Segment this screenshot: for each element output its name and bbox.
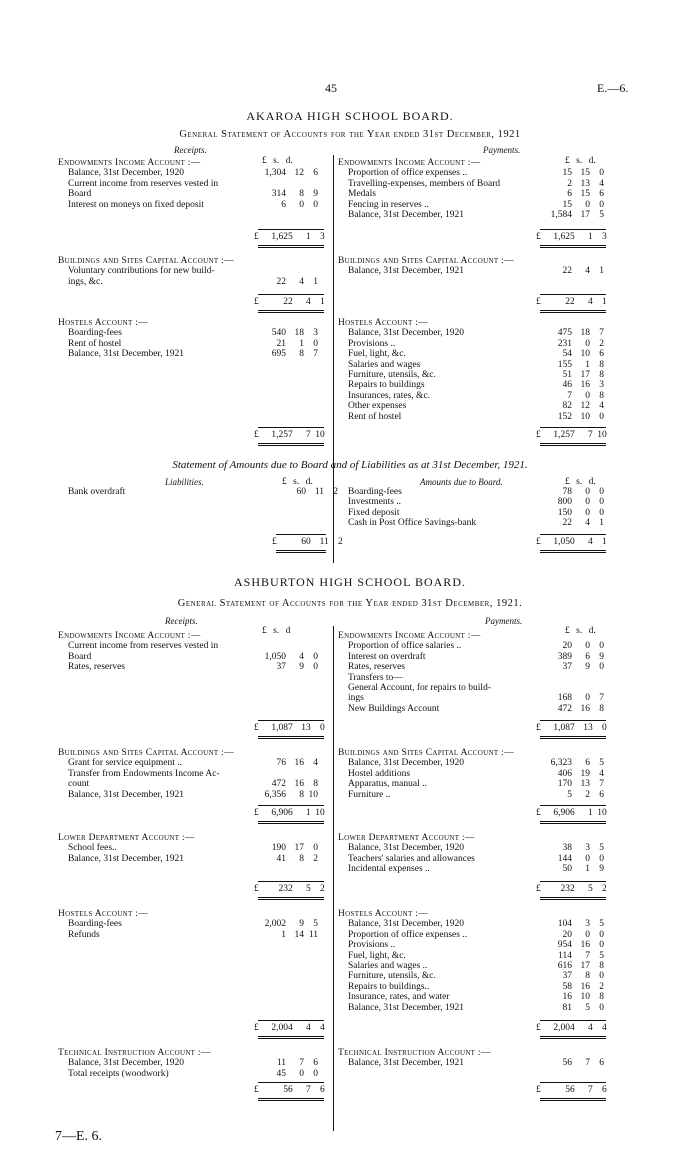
account-row bbox=[338, 487, 402, 498]
account-row bbox=[338, 769, 410, 780]
account-row bbox=[338, 266, 464, 277]
account-label: Technical Instruction Account :— bbox=[338, 1048, 491, 1058]
account-label: Apparatus, manual .. bbox=[348, 779, 427, 790]
account-label: Balance, 31st December, 1920 bbox=[348, 843, 464, 854]
account-amount: 540 18 3 bbox=[271, 328, 318, 339]
rule-line bbox=[276, 534, 326, 535]
account-row bbox=[338, 971, 436, 982]
account-label: Balance, 31st December, 1920 bbox=[348, 328, 464, 339]
double-rule bbox=[258, 1036, 324, 1039]
total-amount: £ 2,004 4 4 bbox=[536, 1023, 607, 1033]
account-amount: 954 16 0 bbox=[557, 940, 604, 951]
account-label: Provisions .. bbox=[348, 338, 396, 349]
rule-line bbox=[540, 720, 606, 721]
account-label: Hostels Account :— bbox=[338, 909, 428, 919]
account-row bbox=[338, 1048, 491, 1059]
account-row bbox=[338, 779, 427, 790]
account-row bbox=[58, 158, 201, 169]
account-row bbox=[58, 200, 204, 211]
account-row bbox=[338, 380, 425, 391]
account-label: Technical Instruction Account :— bbox=[58, 1048, 211, 1058]
account-amount: 45 0 0 bbox=[276, 1068, 318, 1079]
account-row bbox=[338, 982, 429, 993]
account-amount: 81 5 0 bbox=[562, 1002, 604, 1013]
account-row bbox=[338, 370, 436, 381]
page-number: 45 bbox=[325, 81, 337, 95]
account-label: Furniture, utensils, &c. bbox=[348, 370, 436, 380]
account-label: New Buildings Account bbox=[348, 703, 440, 714]
account-row bbox=[338, 360, 420, 371]
total-amount: £ 22 4 1 bbox=[536, 297, 607, 307]
account-label: Balance, 31st December, 1921 bbox=[68, 789, 184, 800]
account-row bbox=[338, 200, 429, 211]
account-amount: 616 17 8 bbox=[557, 961, 604, 971]
account-label: Transfers to— bbox=[348, 672, 403, 683]
rule-line bbox=[540, 229, 606, 230]
account-label: Balance, 31st December, 1921 bbox=[68, 349, 184, 360]
account-label: Buildings and Sites Capital Account :— bbox=[338, 256, 514, 266]
account-amount: 76 16 4 bbox=[276, 758, 318, 769]
account-row bbox=[58, 919, 122, 930]
account-label: Buildings and Sites Capital Account :— bbox=[338, 748, 514, 758]
account-row bbox=[338, 940, 395, 951]
akaroa-divider bbox=[333, 155, 334, 563]
account-row bbox=[338, 790, 390, 801]
account-label: General Account, for repairs to build- bbox=[348, 683, 491, 693]
double-rule bbox=[258, 443, 324, 446]
account-row bbox=[338, 704, 439, 715]
account-row bbox=[58, 328, 122, 339]
total-amount: £ 1,087 13 0 bbox=[536, 723, 607, 733]
double-rule bbox=[540, 245, 606, 248]
account-label: Endowments Income Account :— bbox=[338, 158, 481, 168]
account-label: Balance, 31st December, 1920 bbox=[68, 1058, 184, 1069]
rule-line bbox=[258, 427, 324, 428]
double-rule bbox=[258, 736, 324, 739]
account-label: Balance, 31st December, 1921 bbox=[68, 853, 184, 864]
account-row bbox=[338, 833, 475, 844]
account-row bbox=[338, 349, 406, 360]
account-row bbox=[338, 401, 406, 412]
account-row bbox=[338, 1003, 464, 1014]
account-label: Buildings and Sites Capital Account :— bbox=[58, 748, 234, 758]
account-row bbox=[338, 854, 475, 865]
total-amount: £ 56 7 6 bbox=[536, 1085, 607, 1095]
account-amount: 37 8 0 bbox=[562, 971, 604, 982]
total-amount: £ 1,257 7 10 bbox=[536, 430, 607, 440]
account-label: Interest on overdraft bbox=[348, 651, 426, 662]
account-row bbox=[338, 693, 364, 704]
account-amount: 475 18 7 bbox=[557, 328, 604, 339]
account-row bbox=[58, 1069, 169, 1080]
account-amount: 60 11 2 bbox=[296, 487, 338, 497]
account-amount: 22 4 1 bbox=[562, 266, 604, 277]
account-amount: 50 1 9 bbox=[562, 864, 604, 875]
rule-line bbox=[540, 294, 606, 295]
account-label: Rates, reserves bbox=[348, 662, 405, 673]
rule-line bbox=[258, 720, 324, 721]
double-rule bbox=[540, 550, 606, 553]
account-row bbox=[58, 779, 89, 790]
account-amount: 6,323 6 5 bbox=[550, 758, 604, 769]
account-label: Incidental expenses .. bbox=[348, 864, 430, 875]
account-amount: 22 4 1 bbox=[276, 276, 318, 287]
account-row bbox=[58, 930, 100, 941]
account-row bbox=[58, 266, 215, 277]
account-row bbox=[58, 662, 125, 673]
account-label: Voluntary contributions for new build- bbox=[68, 266, 215, 277]
account-label: Insurance, rates, and water bbox=[348, 992, 450, 1003]
account-amount: 155 1 8 bbox=[557, 359, 604, 370]
page-ref: E.—6. bbox=[597, 81, 629, 95]
account-row bbox=[58, 1058, 184, 1069]
account-label: Provisions .. bbox=[348, 940, 396, 951]
account-row bbox=[58, 758, 182, 769]
total-amount: £ 1,050 4 1 bbox=[536, 537, 607, 547]
account-row bbox=[338, 961, 427, 972]
total-amount: £ 22 4 1 bbox=[254, 297, 325, 307]
total-amount: £ 1,087 13 0 bbox=[254, 723, 325, 733]
account-amount: 170 13 7 bbox=[557, 779, 604, 790]
account-row bbox=[58, 487, 125, 498]
account-amount: 1,304 12 6 bbox=[264, 168, 318, 179]
account-amount: 37 9 0 bbox=[562, 662, 604, 673]
rule-line bbox=[540, 881, 606, 882]
account-amount: 5 2 6 bbox=[567, 789, 604, 800]
account-label: Fuel, light, &c. bbox=[348, 950, 406, 961]
account-amount: 21 1 0 bbox=[276, 338, 318, 349]
account-amount: 20 0 0 bbox=[562, 929, 604, 940]
account-amount: 800 0 0 bbox=[557, 497, 604, 508]
total-amount: £ 56 7 6 bbox=[254, 1085, 325, 1095]
account-label: count bbox=[68, 779, 90, 790]
account-row bbox=[58, 652, 91, 663]
ashburton-title: ASHBURTON HIGH SCHOOL BOARD. bbox=[234, 575, 466, 589]
akaroa-due-money-header: £ s. d. bbox=[565, 477, 596, 487]
account-amount: 472 16 8 bbox=[557, 703, 604, 714]
account-row bbox=[58, 1048, 211, 1059]
account-amount: 11 7 6 bbox=[276, 1058, 318, 1069]
account-row bbox=[338, 641, 461, 652]
double-rule bbox=[258, 245, 324, 248]
account-amount: 22 4 1 bbox=[562, 518, 604, 529]
account-row bbox=[58, 168, 184, 179]
account-label: Current income from reserves vested in bbox=[68, 178, 219, 189]
account-label: Balance, 31st December, 1920 bbox=[348, 919, 464, 930]
account-amount: 168 0 7 bbox=[557, 693, 604, 704]
account-amount: 2,002 9 5 bbox=[264, 919, 318, 930]
account-amount: 51 17 8 bbox=[562, 370, 604, 380]
account-row bbox=[338, 951, 406, 962]
account-label: Investments .. bbox=[348, 497, 402, 508]
account-amount: 152 10 0 bbox=[557, 411, 604, 422]
account-amount: 1,584 17 5 bbox=[550, 210, 604, 220]
account-label: Furniture, utensils, &c. bbox=[348, 971, 436, 982]
account-label: Hostels Account :— bbox=[58, 909, 148, 919]
account-row bbox=[58, 339, 121, 350]
account-row bbox=[338, 909, 428, 920]
account-row bbox=[338, 673, 403, 684]
account-row bbox=[338, 662, 405, 673]
account-amount: 7 0 8 bbox=[567, 390, 604, 401]
account-row bbox=[338, 652, 426, 663]
account-amount: 1 14 11 bbox=[281, 929, 318, 940]
account-row bbox=[58, 349, 184, 360]
account-amount: 56 7 6 bbox=[562, 1058, 604, 1069]
account-amount: 114 7 5 bbox=[558, 950, 604, 961]
account-amount: 104 3 5 bbox=[557, 919, 604, 930]
total-amount: £ 232 5 2 bbox=[536, 884, 607, 894]
account-amount: 406 19 4 bbox=[557, 768, 604, 779]
account-amount: 144 0 0 bbox=[557, 853, 604, 864]
account-amount: 41 8 2 bbox=[276, 853, 318, 864]
ashburton-divider bbox=[333, 626, 334, 1131]
account-label: Interest on moneys on fixed deposit bbox=[68, 199, 204, 210]
account-label: Balance, 31st December, 1920 bbox=[68, 168, 184, 179]
account-label: Fuel, light, &c. bbox=[348, 349, 406, 360]
account-amount: 2 13 4 bbox=[567, 178, 604, 189]
account-row bbox=[338, 168, 467, 179]
account-label: Salaries and wages bbox=[348, 359, 421, 370]
account-row bbox=[338, 497, 401, 508]
double-rule bbox=[540, 821, 606, 824]
account-row bbox=[338, 210, 464, 221]
account-row bbox=[338, 683, 491, 694]
rule-line bbox=[258, 294, 324, 295]
account-label: Rent of hostel bbox=[348, 411, 402, 422]
account-label: Grant for service equipment .. bbox=[68, 758, 182, 769]
account-label: Refunds bbox=[68, 929, 100, 940]
account-label: Repairs to buildings.. bbox=[348, 981, 430, 992]
double-rule bbox=[258, 897, 324, 900]
account-amount: 38 3 5 bbox=[562, 843, 604, 854]
total-amount: £ 6,906 1 10 bbox=[536, 808, 607, 818]
rule-line bbox=[540, 1020, 606, 1021]
account-amount: 15 0 0 bbox=[562, 199, 604, 210]
account-label: Balance, 31st December, 1921 bbox=[348, 1002, 464, 1013]
account-amount: 190 17 0 bbox=[271, 843, 318, 854]
account-label: Fixed deposit bbox=[348, 507, 400, 518]
account-label: Proportion of office expenses .. bbox=[348, 168, 468, 179]
account-label: Transfer from Endowments Income Ac- bbox=[68, 768, 220, 779]
account-label: Bank overdraft bbox=[68, 487, 126, 497]
account-label: Teachers' salaries and allowances bbox=[348, 853, 475, 864]
rule-line bbox=[540, 1082, 606, 1083]
account-label: Salaries and wages .. bbox=[348, 961, 428, 971]
double-rule bbox=[540, 897, 606, 900]
account-amount: 6 0 0 bbox=[281, 199, 318, 210]
account-label: Balance, 31st December, 1921 bbox=[348, 1058, 464, 1069]
account-label: Buildings and Sites Capital Account :— bbox=[58, 256, 234, 266]
akaroa-liab-money-header: £ s. d. bbox=[282, 477, 313, 487]
account-row bbox=[58, 641, 218, 652]
total-amount: £ 1,625 1 3 bbox=[536, 232, 607, 242]
account-amount: 82 12 4 bbox=[562, 401, 604, 412]
account-row bbox=[58, 790, 184, 801]
account-row bbox=[338, 864, 430, 875]
account-amount: 1,050 4 0 bbox=[264, 651, 318, 662]
account-label: Balance, 31st December, 1921 bbox=[348, 266, 464, 277]
account-amount: 16 10 8 bbox=[562, 992, 604, 1003]
rule-line bbox=[258, 1020, 324, 1021]
account-row bbox=[338, 391, 430, 402]
account-amount: 231 0 2 bbox=[557, 338, 604, 349]
account-row bbox=[338, 339, 395, 350]
account-amount: 37 9 0 bbox=[276, 662, 318, 673]
double-rule bbox=[258, 821, 324, 824]
account-label: Travelling-expenses, members of Board bbox=[348, 178, 501, 189]
account-label: Rates, reserves bbox=[68, 662, 125, 673]
account-label: Endowments Income Account :— bbox=[58, 158, 201, 168]
account-amount: 314 8 9 bbox=[271, 189, 318, 200]
ashburton-money-header-left: £ s. d bbox=[262, 626, 291, 636]
page-footer: 7—E. 6. bbox=[55, 1129, 103, 1144]
account-label: Fencing in reserves .. bbox=[348, 199, 429, 210]
account-amount: 46 16 3 bbox=[562, 380, 604, 391]
account-label: Boarding-fees bbox=[348, 487, 402, 497]
ashburton-subtitle: General Statement of Accounts for the Year ended 31st December, 1921. bbox=[177, 598, 523, 609]
account-row bbox=[338, 919, 464, 930]
account-label: Cash in Post Office Savings-bank bbox=[348, 518, 477, 529]
account-amount: 150 0 0 bbox=[557, 507, 604, 518]
account-label: Proportion of office salaries .. bbox=[348, 641, 462, 652]
account-row bbox=[58, 843, 117, 854]
account-amount: 15 15 0 bbox=[562, 168, 604, 179]
rule-line bbox=[258, 881, 324, 882]
total-amount: £ 1,257 7 10 bbox=[254, 430, 325, 440]
account-row bbox=[58, 854, 184, 865]
account-row bbox=[58, 179, 218, 190]
account-label: Rent of hostel bbox=[68, 338, 122, 349]
account-label: ings bbox=[348, 693, 364, 704]
account-label: Lower Department Account :— bbox=[338, 833, 475, 843]
rule-line bbox=[540, 534, 606, 535]
account-label: Total receipts (woodwork) bbox=[68, 1068, 169, 1079]
account-amount: 58 16 2 bbox=[562, 981, 604, 992]
double-rule bbox=[540, 736, 606, 739]
account-row bbox=[338, 748, 514, 759]
account-label: Boarding-fees bbox=[68, 919, 122, 930]
account-row bbox=[338, 179, 500, 190]
double-rule bbox=[540, 310, 606, 313]
account-label: Board bbox=[68, 189, 92, 200]
account-label: Medals bbox=[348, 189, 376, 200]
account-label: ings, &c. bbox=[68, 276, 103, 287]
account-amount: 472 16 8 bbox=[271, 779, 318, 790]
double-rule bbox=[540, 443, 606, 446]
akaroa-money-header-left: £ s. d. bbox=[262, 156, 293, 166]
account-label: Balance, 31st December, 1921 bbox=[348, 210, 464, 220]
account-label: Boarding-fees bbox=[68, 328, 122, 339]
total-amount: £ 2,004 4 4 bbox=[254, 1023, 325, 1033]
account-row bbox=[338, 256, 514, 267]
account-row bbox=[338, 992, 450, 1003]
account-row bbox=[58, 189, 91, 200]
double-rule bbox=[258, 310, 324, 313]
akaroa-statement-title: Statement of Amounts due to Board and of Liabilities as at 31st December, 1921. bbox=[172, 459, 528, 471]
ashburton-money-header-right: £ s. d. bbox=[565, 626, 596, 636]
account-label: Hostels Account :— bbox=[58, 318, 148, 328]
account-label: Furniture .. bbox=[348, 789, 391, 800]
account-label: School fees.. bbox=[68, 843, 117, 854]
account-row bbox=[338, 318, 428, 329]
account-amount: 389 6 9 bbox=[557, 651, 604, 662]
account-label: Balance, 31st December, 1920 bbox=[348, 758, 464, 769]
rule-line bbox=[258, 1082, 324, 1083]
rule-line bbox=[258, 805, 324, 806]
account-row bbox=[338, 518, 476, 529]
account-row bbox=[338, 930, 467, 941]
double-rule bbox=[276, 550, 326, 553]
account-row bbox=[338, 189, 376, 200]
account-row bbox=[338, 758, 464, 769]
account-label: Endowments Income Account :— bbox=[338, 631, 481, 641]
rule-line bbox=[540, 427, 606, 428]
akaroa-payments-header: Payments. bbox=[483, 145, 521, 155]
total-amount: £ 1,625 1 3 bbox=[254, 232, 325, 242]
account-label: Hostels Account :— bbox=[338, 318, 428, 328]
double-rule bbox=[258, 1098, 324, 1101]
account-amount: 54 10 6 bbox=[562, 349, 604, 360]
account-label: Proportion of office expenses .. bbox=[348, 929, 468, 940]
rule-line bbox=[540, 805, 606, 806]
account-amount: 78 0 0 bbox=[562, 487, 604, 497]
account-row bbox=[58, 769, 220, 780]
akaroa-receipts-header: Receipts. bbox=[174, 145, 207, 155]
account-amount: 6 15 6 bbox=[567, 189, 604, 200]
double-rule bbox=[540, 1098, 606, 1101]
account-label: Repairs to buildings bbox=[348, 380, 425, 391]
account-label: Insurances, rates, &c. bbox=[348, 390, 431, 401]
account-label: Lower Department Account :— bbox=[58, 833, 195, 843]
account-label: Endowments Income Account :— bbox=[58, 631, 201, 641]
total-amount: £ 6,906 1 10 bbox=[254, 808, 325, 818]
account-label: Other expenses bbox=[348, 401, 407, 412]
akaroa-liabilities-header: Liabilities. bbox=[165, 477, 204, 487]
account-row bbox=[338, 1058, 464, 1069]
account-row bbox=[338, 843, 464, 854]
akaroa-money-header-right: £ s. d. bbox=[565, 156, 596, 166]
total-amount: £ 232 5 2 bbox=[254, 884, 325, 894]
account-row bbox=[338, 328, 464, 339]
rule-line bbox=[258, 229, 324, 230]
account-label: Board bbox=[68, 651, 92, 662]
account-amount: 20 0 0 bbox=[562, 641, 604, 652]
ashburton-receipts-header: Receipts. bbox=[165, 616, 198, 626]
ashburton-payments-header: Payments. bbox=[485, 616, 523, 626]
account-row bbox=[338, 412, 401, 423]
account-label: Hostel additions bbox=[348, 768, 411, 779]
account-amount: 6,356 8 10 bbox=[264, 789, 318, 800]
total-amount: £ 60 11 2 bbox=[272, 537, 343, 547]
account-label: Current income from reserves vested in bbox=[68, 641, 219, 652]
account-row bbox=[58, 277, 103, 288]
account-amount: 695 8 7 bbox=[271, 349, 318, 360]
akaroa-subtitle: General Statement of Accounts for the Year ended 31st December, 1921 bbox=[179, 129, 521, 140]
double-rule bbox=[540, 1036, 606, 1039]
akaroa-amounts-due-header: Amounts due to Board. bbox=[420, 477, 503, 487]
akaroa-title: AKAROA HIGH SCHOOL BOARD. bbox=[246, 109, 454, 123]
